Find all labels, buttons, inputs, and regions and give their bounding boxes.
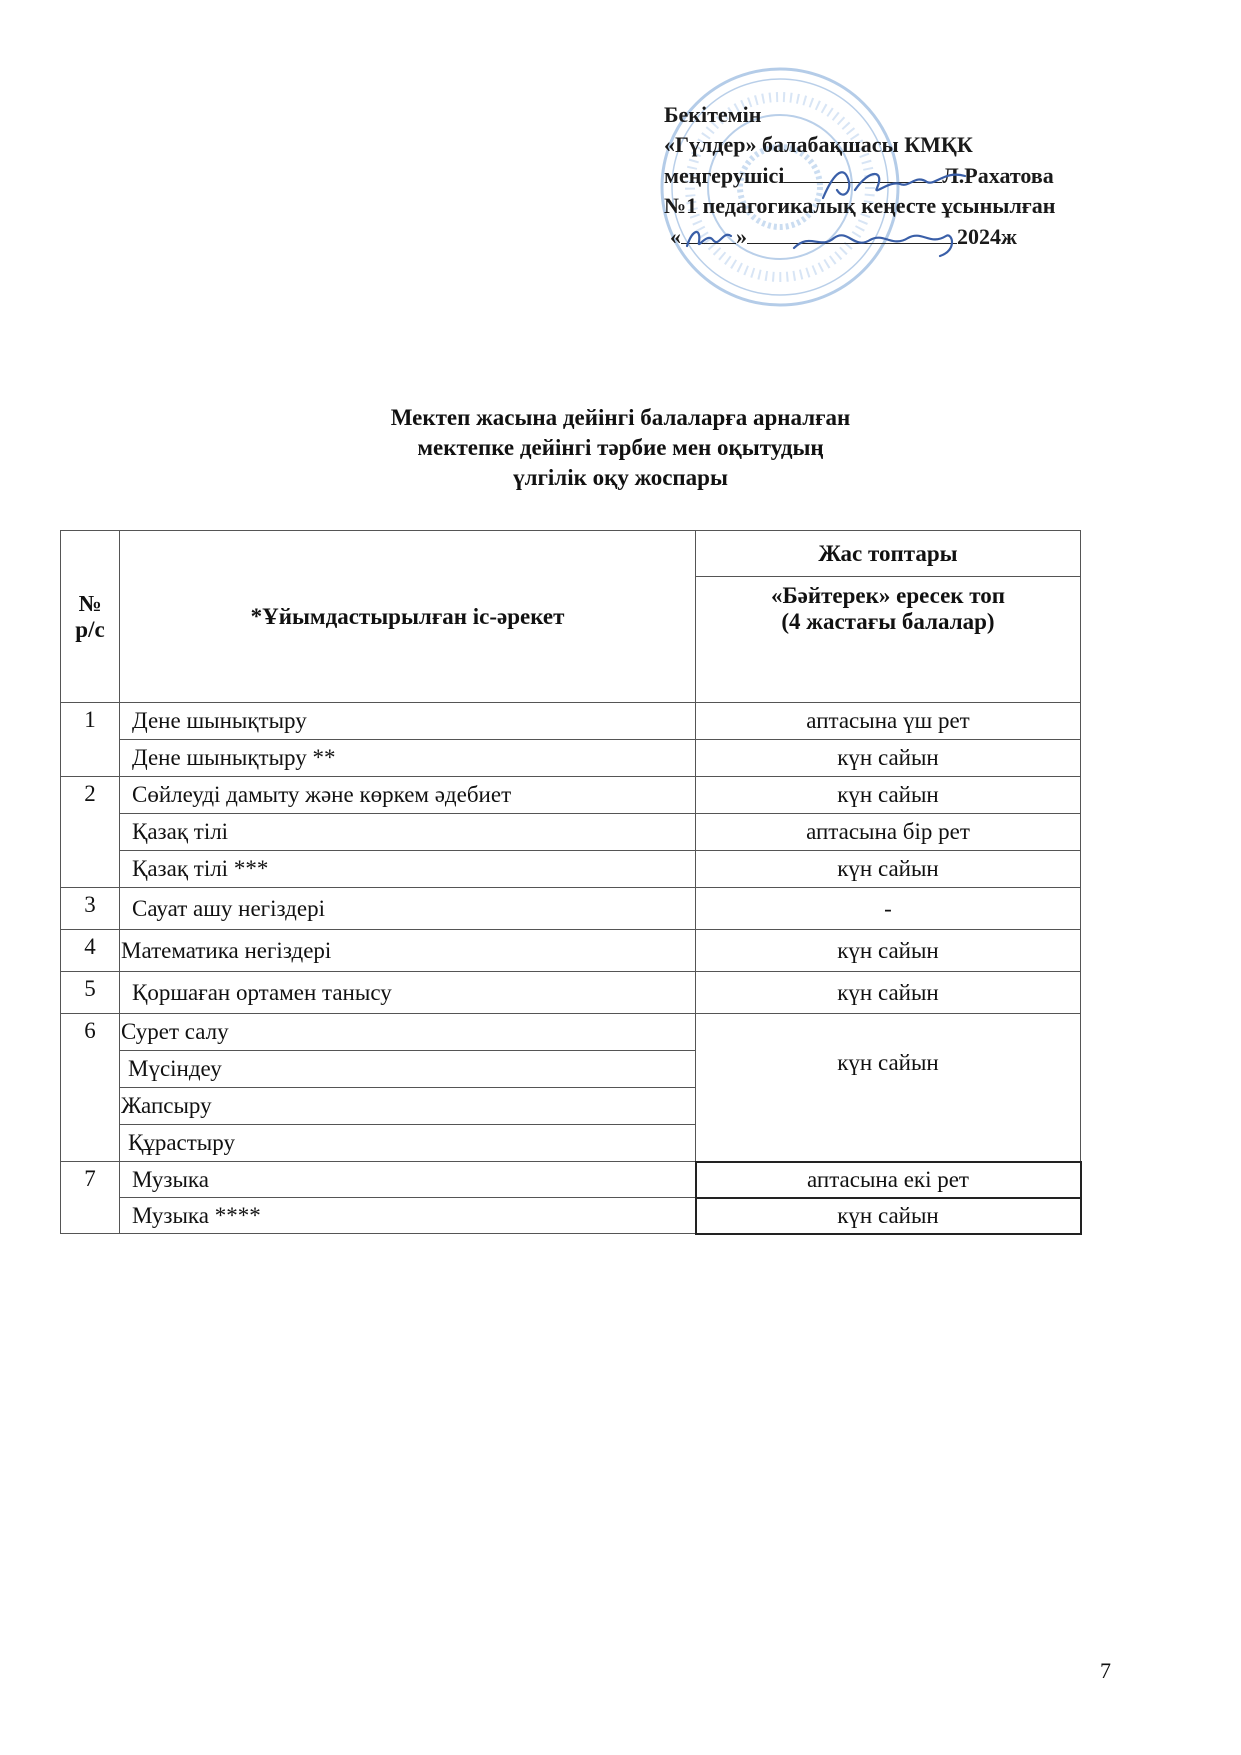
table-row <box>61 1014 1081 1051</box>
table-row <box>61 740 1081 777</box>
approval-year: 2024ж <box>957 224 1017 249</box>
row-value: аптасына бір рет <box>696 814 1081 851</box>
row-value: аптасына екі рет <box>696 1162 1081 1198</box>
row-activity: Құрастыру <box>120 1125 696 1162</box>
row-activity: Музыка <box>120 1162 696 1198</box>
row-value: күн сайын <box>696 1198 1081 1234</box>
approval-line-council: №1 педагогикалық кеңесте ұсынылған <box>664 193 1056 218</box>
approval-head-name: Л.Рахатова <box>942 163 1054 188</box>
row-value: күн сайын <box>696 1014 1081 1162</box>
date-month-blank <box>747 221 957 244</box>
row-activity: Дене шынықтыру ** <box>120 740 696 777</box>
curriculum-table <box>60 530 1082 1235</box>
table-row <box>61 703 1081 740</box>
row-activity: Қазақ тілі <box>120 814 696 851</box>
row-num: 7 <box>61 1162 120 1234</box>
title-line-1: Мектеп жасына дейінгі балаларға арналған <box>390 405 851 430</box>
table-row <box>61 851 1081 888</box>
header-activity: *Ұйымдастырылған іс-әрекет <box>120 531 696 703</box>
row-activity: Математика негіздері <box>120 930 696 972</box>
row-value: күн сайын <box>696 972 1081 1014</box>
date-day-blank <box>681 221 736 244</box>
table-row <box>61 1162 1081 1198</box>
title-line-3: үлгілік оқу жоспары <box>513 465 728 490</box>
signature-blank <box>784 160 942 183</box>
row-activity: Сөйлеуді дамыту және көркем әдебиет <box>120 777 696 814</box>
row-activity: Дене шынықтыру <box>120 703 696 740</box>
row-num: 4 <box>61 930 120 972</box>
table-row <box>61 814 1081 851</box>
row-num: 2 <box>61 777 120 888</box>
row-activity: Мүсіндеу <box>120 1051 696 1088</box>
row-num: 5 <box>61 972 120 1014</box>
row-value: күн сайын <box>696 930 1081 972</box>
row-value: күн сайын <box>696 851 1081 888</box>
row-value: - <box>696 888 1081 930</box>
approval-line-head <box>664 160 1055 191</box>
row-num: 3 <box>61 888 120 930</box>
table-header-row <box>61 531 1081 577</box>
row-value: аптасына үш рет <box>696 703 1081 740</box>
table-row <box>61 777 1081 814</box>
row-num: 6 <box>61 1014 120 1162</box>
row-activity: Музыка **** <box>120 1198 696 1234</box>
row-activity: Жапсыру <box>120 1088 696 1125</box>
row-value: күн сайын <box>696 740 1081 777</box>
approval-line-kindergarten: «Гүлдер» балабақшасы КМҚК <box>664 132 973 157</box>
approval-block <box>664 100 1055 252</box>
table-row <box>61 1198 1081 1234</box>
row-activity: Сауат ашу негіздері <box>120 888 696 930</box>
row-activity: Сурет салу <box>120 1014 696 1051</box>
header-group: «Бәйтерек» ересек топ (4 жастағы балалар) <box>696 577 1081 703</box>
header-num: № р/с <box>61 531 120 703</box>
header-age-groups: Жас топтары <box>696 531 1081 577</box>
row-value: күн сайын <box>696 777 1081 814</box>
page-number: 7 <box>1100 1658 1111 1683</box>
table-row <box>61 972 1081 1014</box>
approval-head-label: меңгерушісі <box>664 163 785 188</box>
document-title <box>0 403 1241 493</box>
title-line-2: мектепке дейінгі тәрбие мен оқытудың <box>417 435 824 460</box>
table-row <box>61 888 1081 930</box>
row-activity: Қазақ тілі *** <box>120 851 696 888</box>
approval-line-date: « » 2024ж <box>664 221 1055 252</box>
row-num: 1 <box>61 703 120 777</box>
approval-line-approve: Бекітемін <box>664 102 762 127</box>
table-row <box>61 930 1081 972</box>
row-activity: Қоршаған ортамен танысу <box>120 972 696 1014</box>
